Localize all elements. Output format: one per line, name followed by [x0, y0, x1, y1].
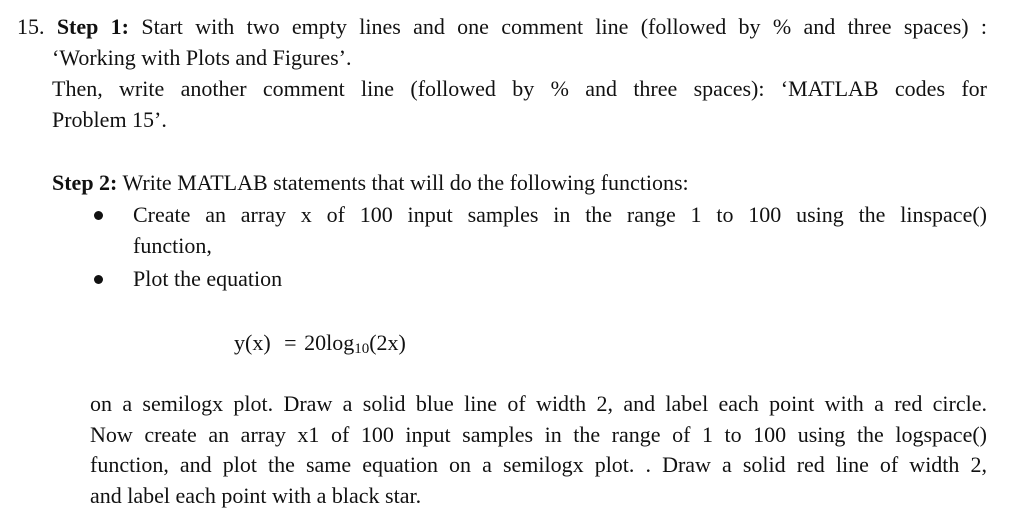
para-line3: function, and plot the same equation on a semilogx plot. . Draw a solid red line of width 2,: [90, 452, 987, 477]
bullet-1-line2: function,: [133, 233, 212, 258]
para-line2: Now create an array x1 of 100 input samples in the range of 1 to 100 using the logspace(): [90, 422, 987, 447]
para-line1: on a semilogx plot. Draw a solid blue line of width 2, and label each point with a red circle.: [90, 391, 987, 416]
step1-line3: Then, write another comment line (followed by % and three spaces): ‘MATLAB codes for: [52, 76, 987, 101]
step1-line4: Problem 15’.: [52, 107, 167, 132]
equation-log-base: 10: [354, 341, 370, 357]
step1-text-line1: Start with two empty lines and one comment line (followed by % and three spaces) :: [141, 14, 988, 39]
bullet-2-text: Plot the equation: [133, 266, 283, 291]
step1-line2: ‘Working with Plots and Figures’.: [52, 45, 352, 70]
bullet-1-line1: Create an array x of 100 input samples in the range 1 to 100 using the linspace(): [133, 202, 987, 227]
step2-label: Step 2:: [52, 170, 118, 195]
equation-equals: =: [284, 330, 297, 355]
bullet-2-dot: [94, 275, 103, 284]
equation: [234, 327, 406, 362]
step1-label: Step 1:: [56, 14, 130, 39]
equation-lhs: y(x): [234, 330, 271, 355]
problem-number: 15.: [17, 14, 45, 39]
bullet-1-dot: [94, 211, 103, 220]
step2-intro-text: Write MATLAB statements that will do the following functions:: [122, 170, 689, 195]
equation-coef: 20log: [304, 330, 355, 355]
para-line4: and label each point with a black star.: [90, 483, 422, 508]
step2-intro: [52, 167, 689, 198]
equation-arg: (2x): [369, 330, 406, 355]
step1-line1: [17, 11, 987, 42]
